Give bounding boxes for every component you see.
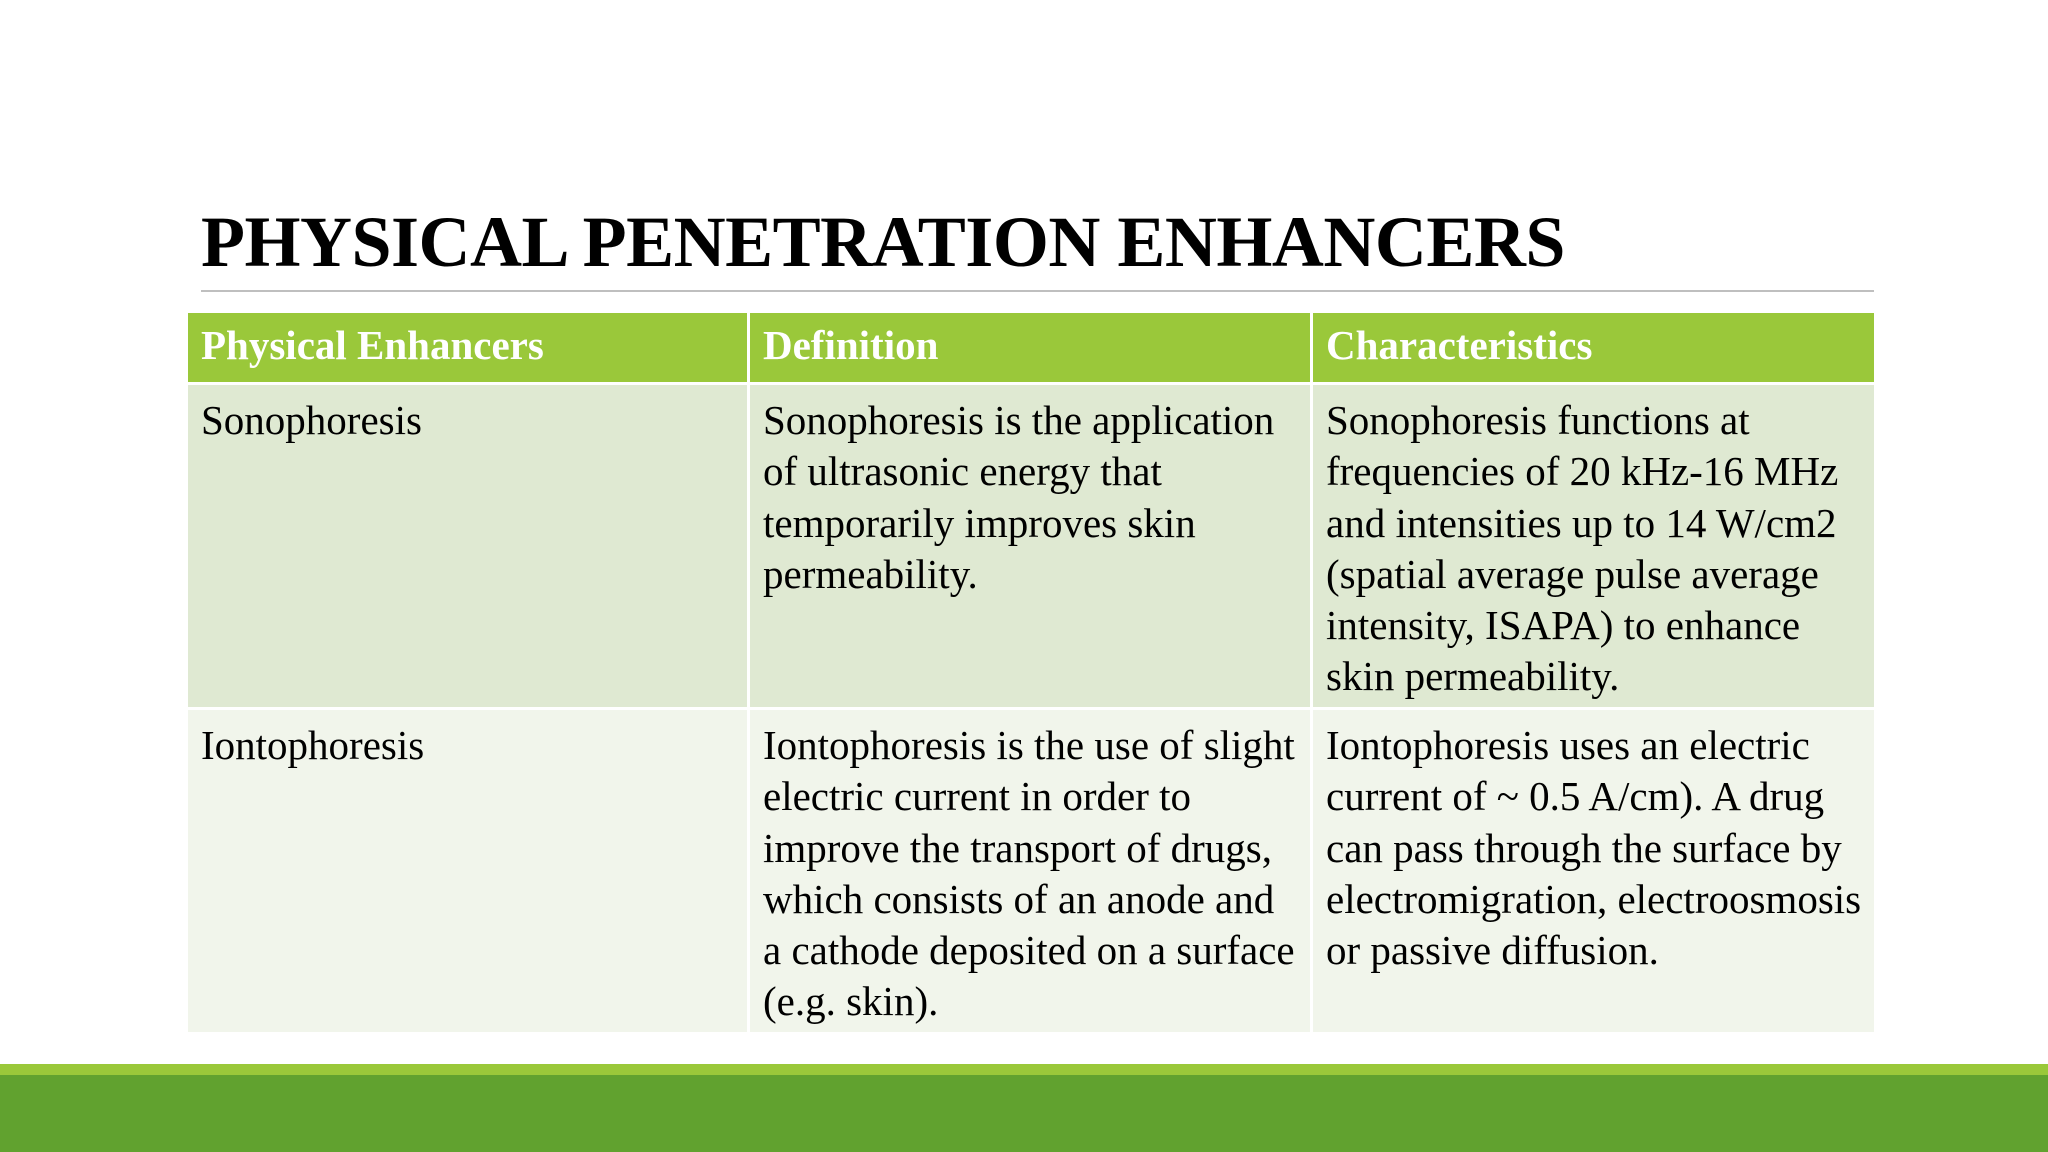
cell-definition: Sonophoresis is the application of ultrasonic energy that temporarily improves skin permeability. <box>749 384 1312 709</box>
cell-definition: Iontophoresis is the use of slight electric current in order to improve the transport of drugs, which consists of an anode and a cathode deposited on a surface (e.g. skin). <box>749 709 1312 1034</box>
cell-enhancer-name: Sonophoresis <box>187 384 749 709</box>
header-characteristics: Characteristics <box>1312 312 1876 384</box>
footer-band <box>0 1075 2048 1152</box>
header-physical-enhancers: Physical Enhancers <box>187 312 749 384</box>
footer-accent-stripe <box>0 1064 2048 1075</box>
cell-characteristics: Iontophoresis uses an electric current of ~ 0.5 A/cm). A drug can pass through the surface by electromigration, electroosmosis or passive diffusion. <box>1312 709 1876 1034</box>
enhancers-table <box>185 310 1877 1035</box>
table-header-row <box>187 312 1876 384</box>
cell-characteristics: Sonophoresis functions at frequencies of 20 kHz-16 MHz and intensities up to 14 W/cm2 (spatial average pulse average intensity, ISAPA) to enhance skin permeability. <box>1312 384 1876 709</box>
table-row <box>187 709 1876 1034</box>
table-row <box>187 384 1876 709</box>
cell-enhancer-name: Iontophoresis <box>187 709 749 1034</box>
slide-title: PHYSICAL PENETRATION ENHANCERS <box>201 202 1565 282</box>
header-definition: Definition <box>749 312 1312 384</box>
title-divider <box>201 290 1874 292</box>
